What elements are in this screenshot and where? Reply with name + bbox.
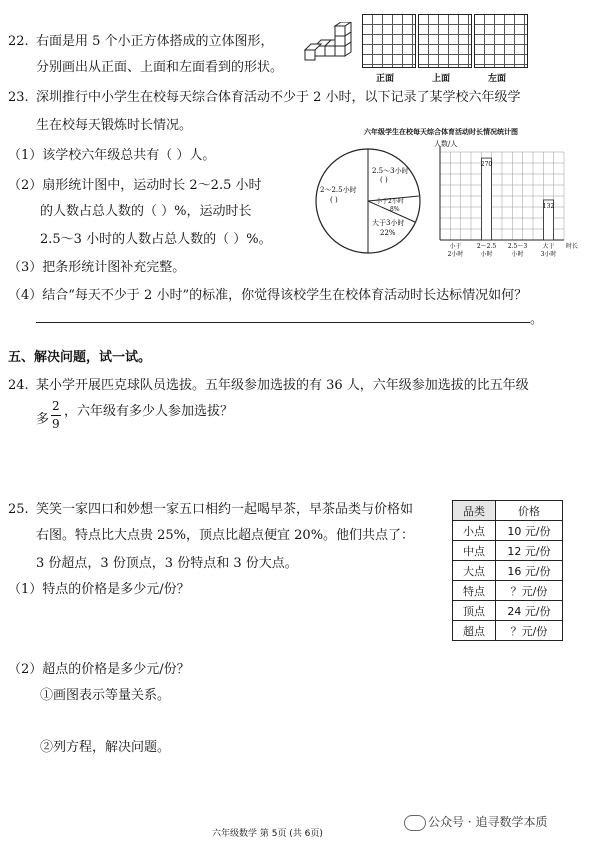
pie-label-b1: 2～2.5小时 — [320, 186, 357, 194]
front-view-grid[interactable] — [362, 14, 416, 68]
bar-ylabel: 人数/人 — [434, 140, 458, 148]
pie-label-c2: 8% — [390, 206, 400, 213]
q25-number: 25. — [8, 502, 29, 517]
price-cell: ？元/份 — [496, 581, 563, 601]
tick-label-0: 小于 — [449, 243, 462, 250]
price-cell: 10 元/份 — [496, 521, 563, 541]
tick-label-2: 小时 — [511, 251, 524, 258]
tick-label-3: 3小时 — [540, 251, 557, 258]
category-cell: 小点 — [453, 521, 496, 541]
tick-label-3: 大于 — [542, 243, 555, 250]
table-row — [453, 541, 563, 561]
price-header-price: 价格 — [496, 501, 563, 521]
category-cell: 超点 — [453, 621, 496, 641]
q23-sub2c: 2.5～3 小时的人数占总人数的（ ）%。 — [40, 232, 272, 247]
q24-number: 24. — [8, 378, 29, 393]
pie-label-a2: ( ) — [380, 176, 388, 184]
q25-line3: 3 份超点，3 份顶点，3 份特点和 3 份大点。 — [36, 556, 298, 571]
table-row — [453, 561, 563, 581]
bar-value-label-3: 132 — [542, 202, 555, 210]
q24-more: 多 — [36, 412, 50, 427]
q23-sub4: （4）结合“每天不少于 2 小时”的标准，你觉得该校学生在校体育活动时长达标情况如何？ — [8, 288, 528, 303]
left-view-grid[interactable] — [474, 14, 528, 68]
tick-label-1: 小时 — [480, 251, 493, 258]
left-view-label: 左面 — [488, 74, 507, 84]
q23-sub3: （3）把条形统计图补充完整。 — [8, 260, 186, 275]
table-row — [453, 521, 563, 541]
pie-label-d1: 大于3小时 — [372, 219, 405, 227]
category-cell: 中点 — [453, 541, 496, 561]
top-view-grid[interactable] — [418, 14, 472, 68]
front-view-label: 正面 — [376, 74, 395, 84]
pie-label-c1: 小于2小时 — [376, 198, 404, 205]
q23-line1: 深圳推行中小学生在校每天综合体育活动不少于 2 小时，以下记录了某学校六年级学 — [36, 90, 521, 105]
tick-label-1: 2～2.5 — [476, 243, 497, 250]
section5-heading: 五、解决问题，试一试。 — [8, 350, 152, 365]
tick-label-2: 2.5～3 — [507, 243, 528, 250]
bar-xlabel: 时长 — [566, 243, 579, 250]
q24-rest: ，六年级有多少人参加选拔？ — [64, 404, 234, 419]
price-table-header — [453, 501, 563, 521]
q25-step1: ①画图表示等量关系。 — [40, 688, 171, 703]
q25-line1: 笑笑一家四口和妙想一家五口相约一起喝早茶，早茶品类与价格如 — [36, 502, 414, 517]
pie-chart — [312, 136, 432, 266]
q25-sub1: （1）特点的价格是多少元/份？ — [8, 582, 190, 597]
q24-frac-num: 2 — [52, 399, 60, 413]
q23-end-mark: 。 — [530, 312, 544, 327]
q22-number: 22. — [8, 34, 29, 49]
price-cell: 16 元/份 — [496, 561, 563, 581]
cube-figure-icon — [303, 22, 359, 64]
q23-line2: 生在校每天锻炼时长情况。 — [36, 118, 193, 133]
pie-label-d2: 22% — [380, 229, 396, 237]
category-cell: 特点 — [453, 581, 496, 601]
q24-frac-den: 9 — [52, 417, 60, 431]
wechat-icon — [404, 815, 426, 831]
price-cell: 24 元/份 — [496, 601, 563, 621]
page-footer: 六年级数学 第 5页 (共 6页) — [212, 829, 323, 839]
table-row — [453, 621, 563, 641]
bar-1 — [482, 158, 492, 240]
category-cell: 大点 — [453, 561, 496, 581]
q22-line1: 右面是用 5 个小正方体搭成的立体图形， — [36, 34, 274, 49]
watermark-text: 公众号 · 追寻数学本质 — [428, 815, 548, 829]
q24-line1: 某小学开展匹克球队员选拔。五年级参加选拔的有 36 人，六年级参加选拔的比五年级 — [36, 378, 529, 393]
price-cell: ？元/份 — [496, 621, 563, 641]
bar-value-label-1: 270 — [480, 161, 493, 169]
q23-sub2a: （2）扇形统计图中，运动时长 2～2.5 小时 — [8, 178, 262, 193]
category-cell: 顶点 — [453, 601, 496, 621]
q23-number: 23. — [8, 90, 29, 105]
price-header-category: 品类 — [453, 501, 496, 521]
pie-label-a1: 2.5～3小时 — [372, 167, 409, 175]
pie-label-b2: ( ) — [330, 196, 338, 204]
q25-sub2: （2）超点的价格是多少元/份？ — [8, 662, 190, 677]
tick-label-0: 2小时 — [447, 251, 464, 258]
q22-line2: 分别画出从正面、上面和左面看到的形状。 — [36, 60, 284, 75]
top-view-label: 上面 — [432, 74, 451, 84]
bar-chart-title: 六年级学生在校每天综合体育活动时长情况统计图 — [364, 128, 518, 136]
table-row — [453, 601, 563, 621]
price-cell: 12 元/份 — [496, 541, 563, 561]
q23-sub2b: 的人数占总人数的（ ）%，运动时长 — [40, 204, 252, 219]
q23-sub1: （1）该学校六年级总共有（ ）人。 — [8, 148, 216, 163]
price-table — [452, 500, 563, 641]
bar-chart — [432, 136, 582, 266]
q23-answer-line[interactable] — [36, 322, 530, 323]
q25-line2: 右图。特点比大点贵 25%，顶点比超点便宜 20%。他们共点了： — [36, 528, 415, 543]
q25-step2: ②列方程，解决问题。 — [40, 740, 171, 755]
table-row — [453, 581, 563, 601]
